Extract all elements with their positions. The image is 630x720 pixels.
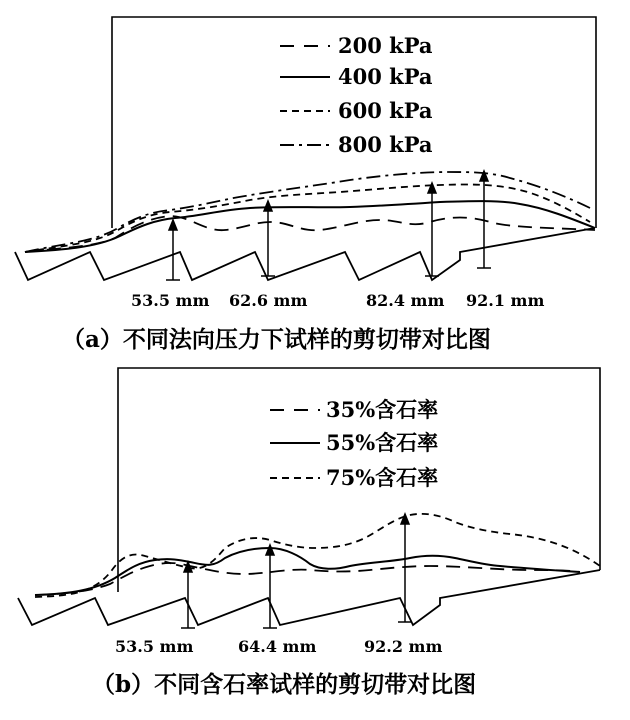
panel-a-dimension-arrows <box>166 171 491 280</box>
panel-b-caption: （b）不同含石率试样的剪切带对比图 <box>92 671 477 698</box>
panel-b-curve-35pct <box>35 563 580 595</box>
panel-a-sawtooth-base <box>15 228 595 280</box>
legend-b-label-3: 75%含石率 <box>326 465 439 490</box>
panel-b-dim-label-2: 64.4 mm <box>238 637 317 656</box>
panel-a-legend <box>280 33 433 157</box>
panel-a-dim-label-4: 92.1 mm <box>466 291 545 310</box>
legend-a-label-2: 400 kPa <box>338 64 433 89</box>
panel-b-dim-label-1: 53.5 mm <box>115 637 194 656</box>
panel-b <box>18 368 600 698</box>
panel-b-legend <box>270 397 438 490</box>
panel-a-dim-label-1: 53.5 mm <box>131 291 210 310</box>
legend-b-label-1: 35%含石率 <box>326 397 439 422</box>
panel-a-curve-400kpa <box>25 201 595 252</box>
panel-a-dim-label-2: 62.6 mm <box>229 291 308 310</box>
panel-a-dim-label-3: 82.4 mm <box>366 291 445 310</box>
panel-a-curve-600kpa <box>25 185 590 252</box>
panel-a-caption: （a）不同法向压力下试样的剪切带对比图 <box>62 326 491 353</box>
legend-a-label-4: 800 kPa <box>338 132 433 157</box>
panel-a <box>15 17 596 353</box>
panel-b-dim-label-3: 92.2 mm <box>364 637 443 656</box>
legend-a-label-1: 200 kPa <box>338 33 433 58</box>
legend-b-label-2: 55%含石率 <box>326 430 439 455</box>
legend-a-label-3: 600 kPa <box>338 98 433 123</box>
